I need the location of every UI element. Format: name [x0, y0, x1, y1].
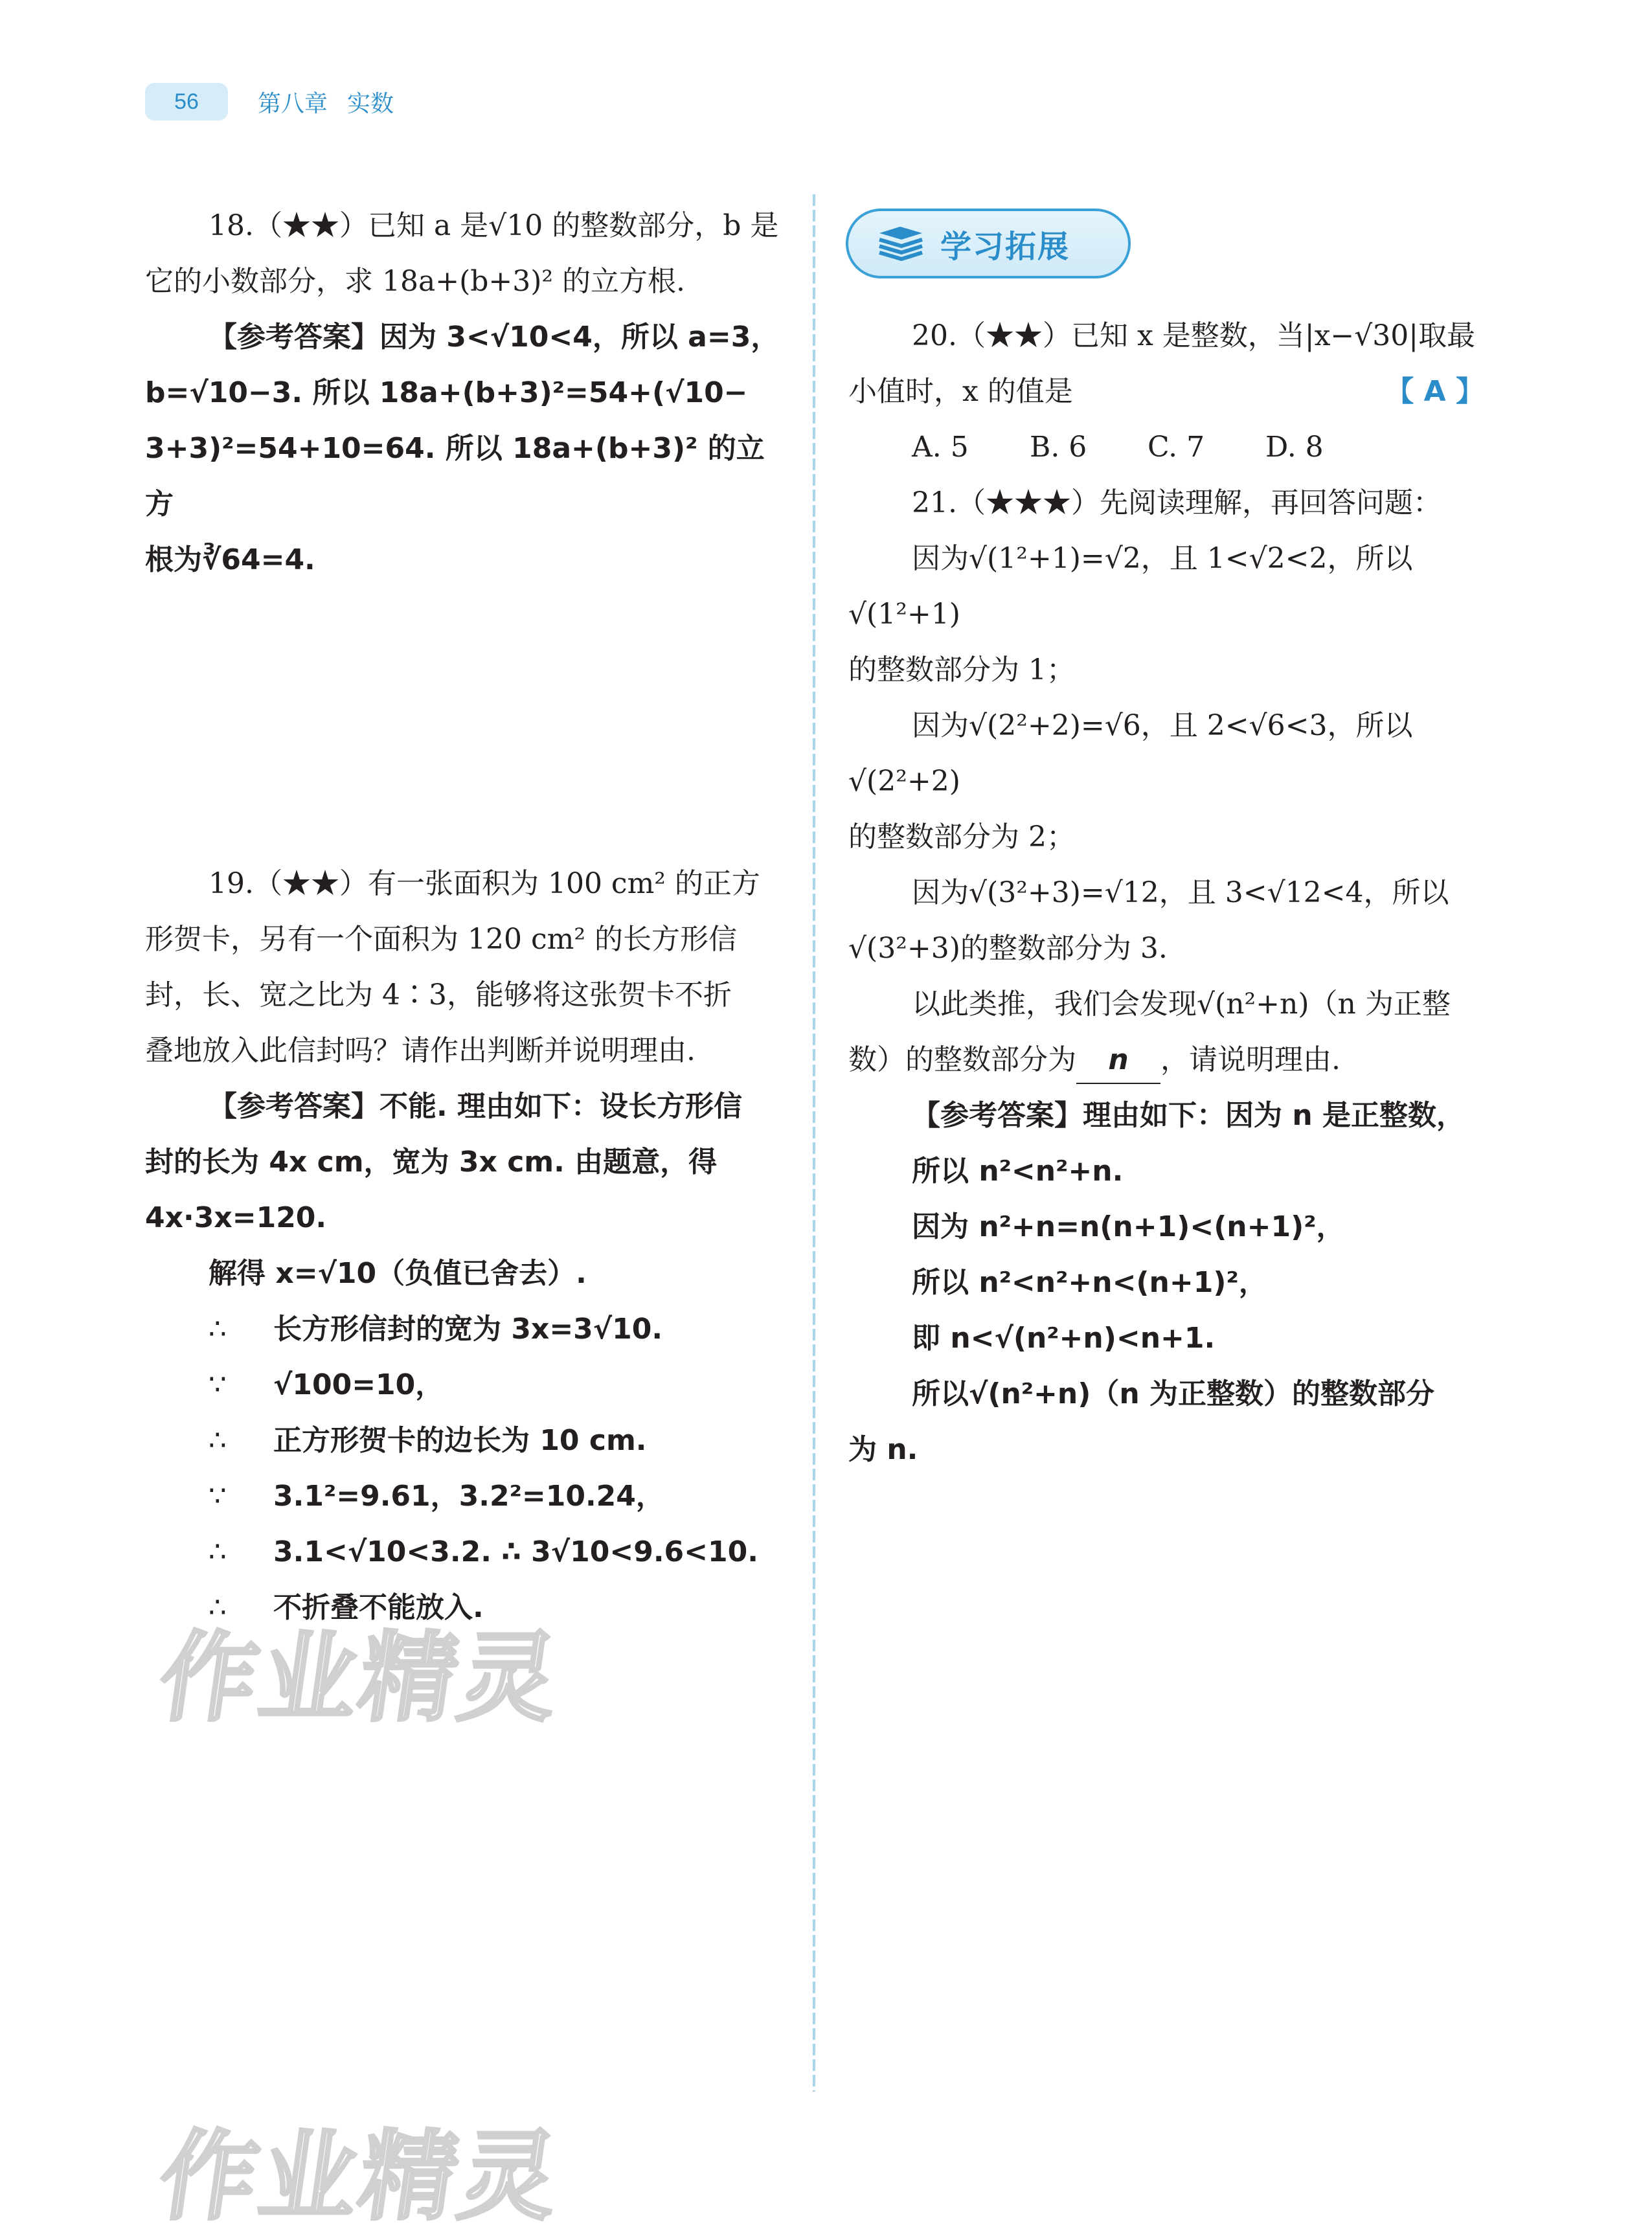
solution-step: [145, 1413, 786, 1469]
question-text: 小值时，x 的值是: [848, 375, 1073, 408]
answer-choice: [1385, 364, 1484, 420]
choice-c: C. 7: [1148, 431, 1205, 464]
bracket-left: 【: [1385, 375, 1414, 408]
reading-text: 因为√(2²+2)=√6，且 2<√6<3，所以√(2²+2): [848, 709, 1413, 798]
choice-b: B. 6: [1030, 431, 1087, 464]
answer-text: 即 n<√(n²+n)<n+1.: [912, 1322, 1216, 1355]
question-18: [145, 198, 786, 588]
answer-line: [848, 364, 1489, 420]
question-text: 形贺卡，另有一个面积为 120 cm² 的长方形信: [145, 923, 737, 956]
chapter-heading: [258, 85, 394, 119]
answer-text: 因为 n²+n=n(n+1)<(n+1)²，: [912, 1210, 1345, 1243]
question-text: [848, 1032, 1489, 1088]
step-text: 不折叠不能放入.: [273, 1591, 484, 1624]
reading-text: 的整数部分为 1；: [848, 653, 1075, 686]
answer-text: 所以 n²<n²+n.: [912, 1155, 1124, 1188]
step-text: √100=10，: [273, 1368, 444, 1401]
choice-a: A. 5: [912, 431, 969, 464]
section-banner: [846, 209, 1131, 278]
page-number: 56: [145, 83, 228, 120]
answer-text: 根为∛64=4.: [145, 543, 315, 576]
step-text: 正方形贺卡的边长为 10 cm.: [273, 1424, 647, 1457]
therefore-symbol: ∴: [209, 1591, 227, 1624]
question-text: 18.（★★）已知 a 是√10 的整数部分，b 是: [209, 209, 779, 242]
step-text: 长方形信封的宽为 3x=3√10.: [273, 1313, 663, 1346]
therefore-symbol: ∴: [209, 1535, 227, 1568]
question-text: 20.（★★）已知 x 是整数，当|x−√30|取最: [912, 319, 1476, 352]
watermark: 作业精灵: [152, 1622, 568, 1735]
choice-d: D. 8: [1265, 431, 1324, 464]
question-text: 21.（★★★）先阅读理解，再回答问题：: [912, 486, 1442, 519]
answer-text: 【参考答案】理由如下：因为 n 是正整数，: [912, 1099, 1465, 1132]
reading-text: √(3²+3)的整数部分为 3.: [848, 932, 1168, 965]
solution-step: [145, 1302, 786, 1357]
column-divider: [809, 194, 819, 2092]
page-header: [145, 83, 394, 120]
question-text: 封，长、宽之比为 4∶3，能够将这张贺卡不折: [145, 978, 732, 1012]
choice-list: [848, 420, 1489, 475]
question-text-after-blank: ，请说明理由.: [1160, 1043, 1341, 1076]
therefore-symbol: ∴: [209, 1424, 227, 1457]
question-text: 它的小数部分，求 18a+(b+3)² 的立方根.: [145, 265, 686, 298]
chapter-title: 实数: [347, 90, 394, 117]
solution-step: [145, 1357, 786, 1413]
because-symbol: ∵: [209, 1480, 227, 1513]
watermark: 作业精灵: [152, 2121, 568, 2233]
reading-text: 因为√(3²+3)=√12，且 3<√12<4，所以: [912, 876, 1449, 909]
answer-text: 3+3)²=54+10=64. 所以 18a+(b+3)² 的立方: [145, 432, 765, 521]
question-text: 叠地放入此信封吗？请作出判断并说明理由.: [145, 1034, 696, 1067]
solution-step: [145, 1524, 786, 1580]
question-text: 以此类推，我们会发现√(n²+n)（n 为正整: [912, 988, 1451, 1021]
chapter-number: 第八章: [258, 90, 328, 117]
answer-text: 4x·3x=120.: [145, 1201, 327, 1234]
answer-text: 所以 n²<n²+n<(n+1)²，: [912, 1266, 1267, 1299]
answer-text: 【参考答案】不能. 理由如下：设长方形信: [209, 1090, 743, 1123]
solution-step: [145, 1469, 786, 1524]
question-19: [145, 856, 786, 1636]
step-text: 3.1²=9.61，3.2²=10.24，: [273, 1480, 664, 1513]
answer-text: 所以√(n²+n)（n 为正整数）的整数部分: [912, 1377, 1434, 1410]
reading-text: 的整数部分为 2；: [848, 820, 1075, 853]
answer-text: 【参考答案】因为 3<√10<4，所以 a=3，: [209, 321, 780, 354]
books-icon: [877, 224, 925, 263]
answer-text: 解得 x=√10（负值已舍去）.: [209, 1257, 587, 1290]
answer-blank: n: [1076, 1037, 1160, 1084]
step-text: 3.1<√10<3.2. ∴ 3√10<9.6<10.: [273, 1535, 758, 1568]
answer-letter: A: [1423, 375, 1446, 408]
question-21: [848, 475, 1489, 1478]
answer-text: b=√10−3. 所以 18a+(b+3)²=54+(√10−: [145, 376, 748, 409]
bracket-right: 】: [1456, 375, 1484, 408]
question-20: [848, 308, 1489, 475]
solution-steps: [145, 1302, 786, 1636]
reading-text: 因为√(1²+1)=√2，且 1<√2<2，所以√(1²+1): [848, 542, 1413, 631]
question-text-before-blank: 数）的整数部分为: [848, 1043, 1076, 1076]
because-symbol: ∵: [209, 1368, 227, 1401]
question-text: 19.（★★）有一张面积为 100 cm² 的正方: [209, 867, 760, 900]
answer-text: 为 n.: [848, 1433, 918, 1466]
section-title: 学习拓展: [940, 228, 1070, 265]
answer-text: 封的长为 4x cm，宽为 3x cm. 由题意，得: [145, 1146, 718, 1179]
therefore-symbol: ∴: [209, 1313, 227, 1346]
